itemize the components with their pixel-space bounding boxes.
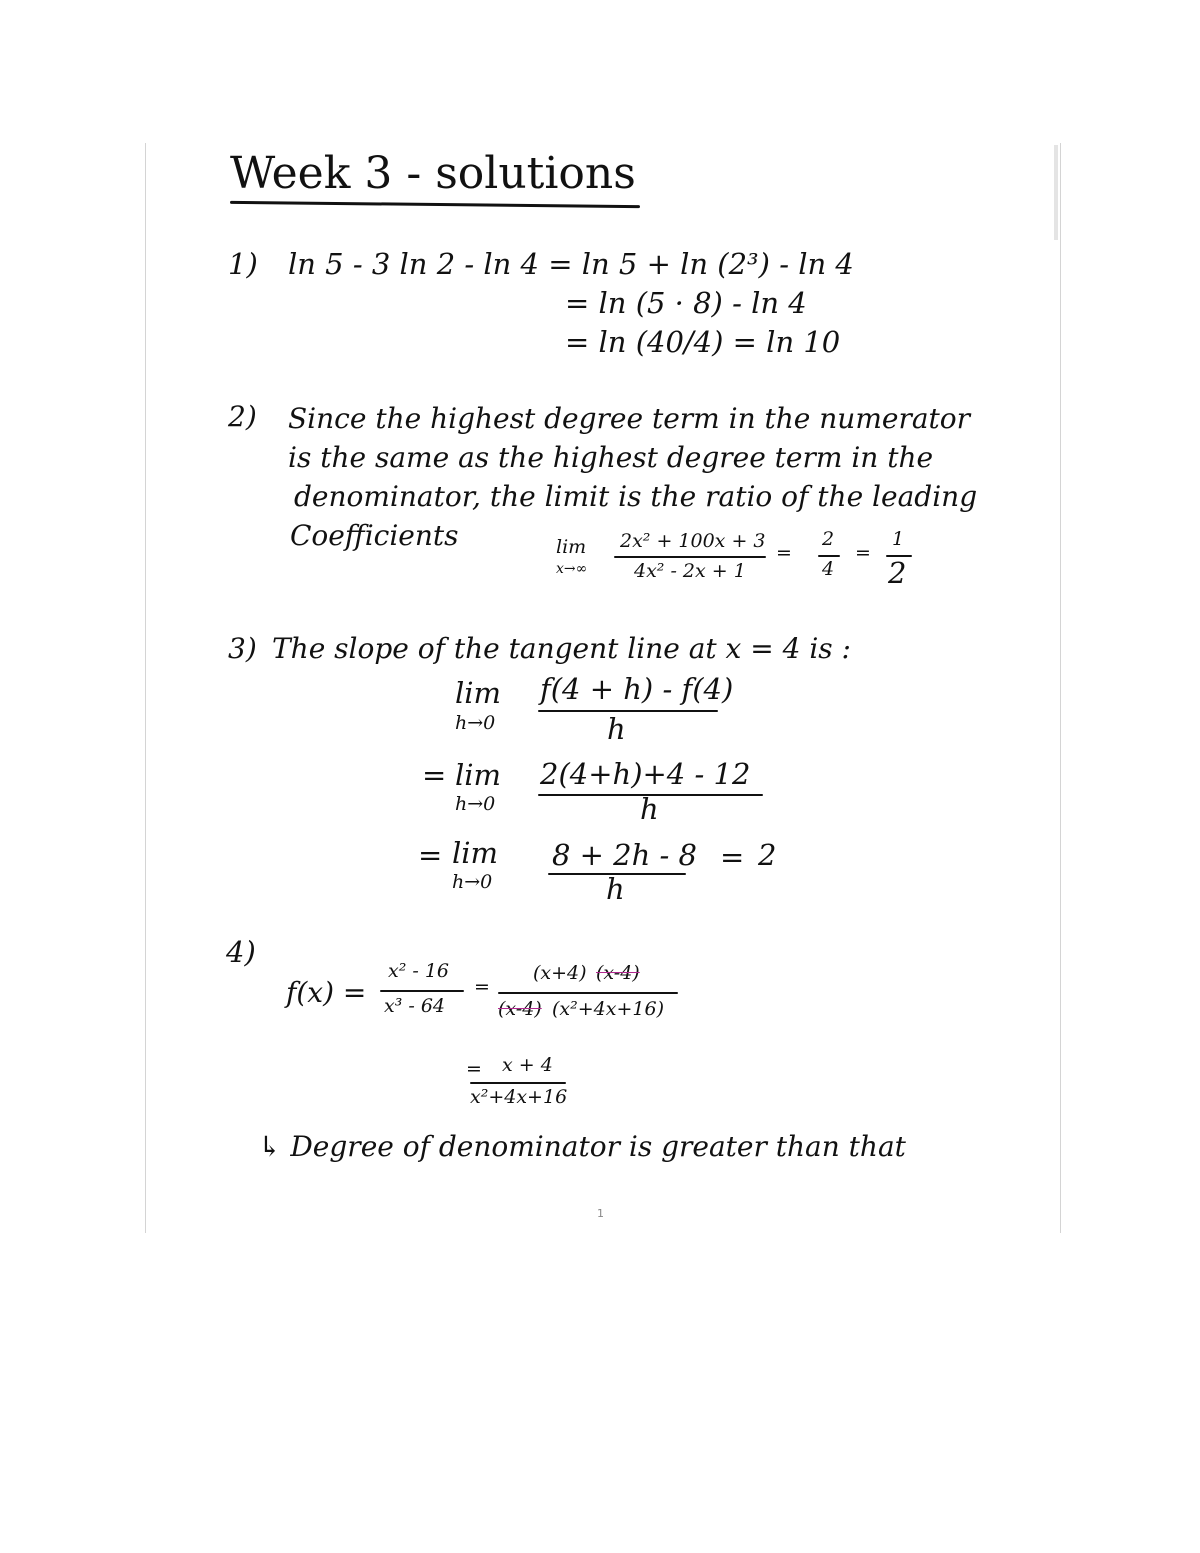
title-underline — [230, 201, 640, 208]
q2-line-3: denominator, the limit is the ratio of the leading — [294, 480, 978, 513]
q3-step-1-bar — [538, 710, 718, 712]
q3-lim-sub-3: h→0 — [452, 871, 493, 893]
q2-label: 2) — [228, 400, 257, 433]
q2-ratio-denominator: 4 — [822, 558, 835, 580]
q2-fraction-bar — [614, 556, 766, 558]
q3-lim-2: lim — [455, 758, 502, 792]
q2-ratio-numerator: 2 — [822, 528, 835, 550]
q4-f-numerator: x² - 16 — [388, 960, 450, 982]
q2-result-denominator: 2 — [888, 556, 907, 590]
q2-result-numerator: 1 — [892, 528, 905, 550]
q4-f-bar — [380, 990, 464, 992]
q4-equals-1: = — [474, 976, 490, 998]
q3-lim-sub-2: h→0 — [455, 793, 496, 815]
q2-fraction-numerator: 2x² + 100x + 3 — [620, 530, 766, 552]
q1-line-2: = ln (5 · 8) - ln 4 — [565, 286, 807, 320]
q1-label: 1) — [228, 247, 258, 281]
q3-lim-1: lim — [455, 676, 502, 710]
q2-line-2: is the same as the highest degree term in the — [288, 441, 934, 474]
q3-step-3-numerator: 8 + 2h - 8 — [552, 838, 697, 872]
page-number: 1 — [597, 1207, 604, 1220]
q3-equals-a: = — [422, 758, 447, 792]
q3-lim-sub-1: h→0 — [455, 712, 496, 734]
q4-factor-numerator-a: (x+4) — [533, 962, 587, 984]
q2-equals-2: = — [855, 542, 871, 564]
q3-equals-c: = — [720, 840, 745, 874]
q4-equals-2: = — [466, 1058, 482, 1080]
q4-factor-numerator-b-cancelled: (x-4) — [596, 962, 640, 984]
q4-factor-denominator-b: (x²+4x+16) — [552, 998, 664, 1020]
q2-ratio-bar — [818, 555, 840, 557]
q3-lim-3: lim — [452, 836, 499, 870]
q3-step-2-numerator: 2(4+h)+4 - 12 — [540, 757, 751, 791]
q4-factor-bar — [498, 992, 678, 994]
q3-step-3-denominator: h — [606, 872, 625, 906]
q2-line-4: Coefficients — [290, 519, 459, 552]
q3-text: The slope of the tangent line at x = 4 is : — [272, 632, 851, 665]
q4-factor-denominator-a-cancelled: (x-4) — [498, 998, 542, 1020]
q1-line-3: = ln (40/4) = ln 10 — [565, 325, 841, 359]
q4-simplified-bar — [470, 1082, 566, 1084]
q2-lim: lim — [556, 536, 587, 558]
q3-step-2-denominator: h — [640, 792, 659, 826]
q2-lim-sub: x→∞ — [556, 561, 588, 577]
q3-step-1-denominator: h — [607, 712, 626, 746]
q3-step-1-numerator: f(4 + h) - f(4) — [540, 672, 734, 706]
q4-simplified-denominator: x²+4x+16 — [470, 1086, 568, 1108]
q2-line-1: Since the highest degree term in the numerator — [288, 402, 971, 435]
q4-label: 4) — [226, 935, 256, 969]
q3-result: 2 — [758, 838, 777, 872]
q4-fx: f(x) = — [286, 976, 367, 1009]
q4-note: ↳ Degree of denominator is greater than that — [258, 1130, 906, 1163]
q3-label: 3) — [228, 632, 257, 665]
q2-fraction-denominator: 4x² - 2x + 1 — [634, 560, 746, 582]
q1-line-1: ln 5 - 3 ln 2 - ln 4 = ln 5 + ln (2³) - ln 4 — [288, 247, 854, 281]
q4-simplified-numerator: x + 4 — [502, 1054, 553, 1076]
page-title: Week 3 - solutions — [230, 148, 636, 199]
q3-equals-b: = — [418, 838, 443, 872]
q2-equals-1: = — [776, 542, 792, 564]
q4-f-denominator: x³ - 64 — [384, 995, 446, 1017]
